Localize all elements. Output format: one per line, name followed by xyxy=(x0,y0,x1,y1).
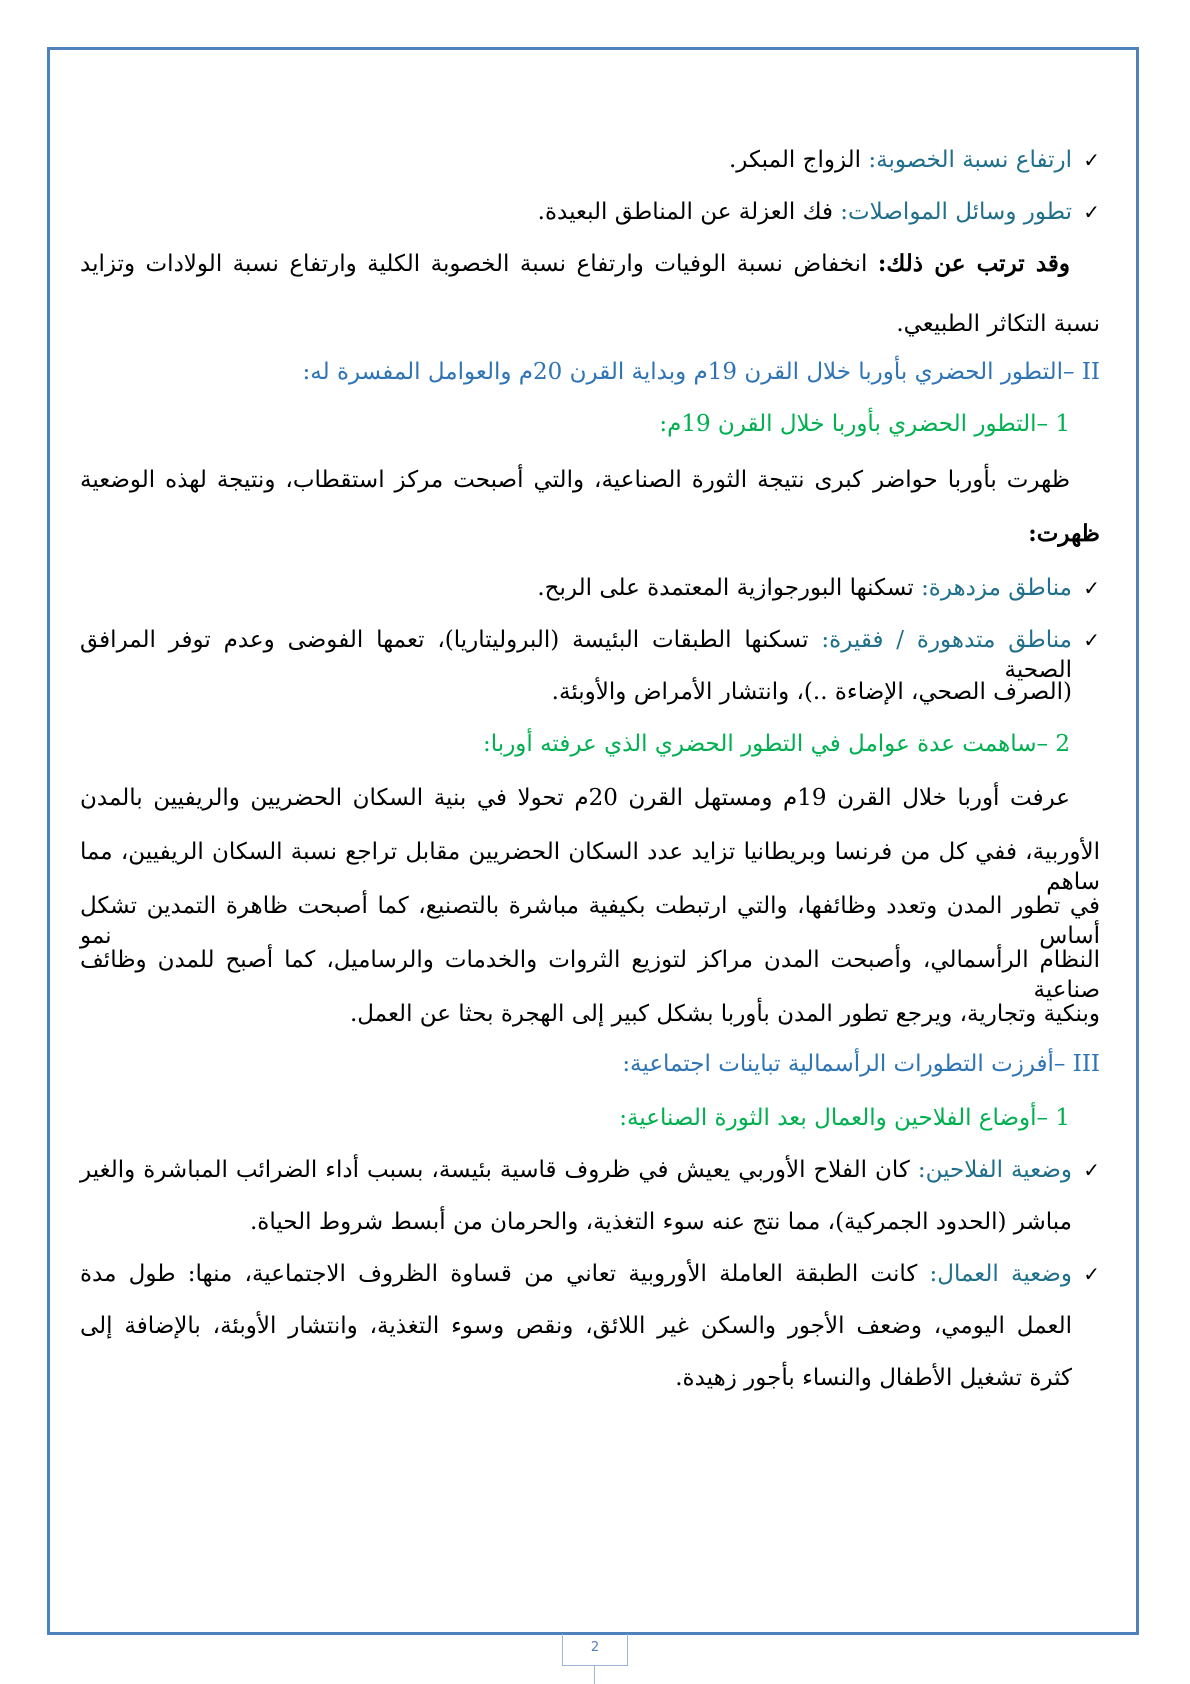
bullet-poor-areas-cont: (الصرف الصحي، الإضاءة ..)، وانتشار الأمراض والأوبئة. xyxy=(551,679,1072,705)
bullet-workers-cont-2: كثرة تشغيل الأطفال والنساء بأجور زهيدة. xyxy=(675,1365,1072,1391)
bullet-text: فك العزلة عن المناطق البعيدة. xyxy=(537,199,841,225)
section-heading-ii: II –التطور الحضري بأوربا خلال القرن 19م وبداية القرن 20م والعوامل المفسرة له: xyxy=(302,359,1100,385)
subheading-3: 1 –أوضاع الفلاحين والعمال بعد الثورة الصناعية: xyxy=(619,1105,1070,1131)
paragraph-result-line-1 xyxy=(80,249,1100,279)
check-icon: ✓ xyxy=(1083,200,1100,224)
page-number: 2 xyxy=(562,1634,628,1666)
subheading-2: 2 –ساهمت عدة عوامل في التطور الحضري الذي عرفته أوربا: xyxy=(483,731,1070,757)
bullet-text: كانت الطبقة العاملة الأوروبية تعاني من قساوة الظروف الاجتماعية، منها: طول مدة xyxy=(80,1261,930,1287)
bullet-text: تسكنها البورجوازية المعتمدة على الربح. xyxy=(537,575,922,601)
bullet-prosperous-areas xyxy=(537,573,1100,603)
bullet-transport xyxy=(538,197,1100,227)
check-icon: ✓ xyxy=(1083,1158,1100,1182)
check-icon: ✓ xyxy=(1083,576,1100,600)
bullet-label: ارتفاع نسبة الخصوبة: xyxy=(868,147,1072,173)
bullet-label: مناطق متدهورة / فقيرة: xyxy=(821,627,1073,653)
bullet-peasants-cont: مباشر (الحدود الجمركية)، مما نتج عنه سوء التغذية، والحرمان من أبسط شروط الحياة. xyxy=(249,1209,1072,1235)
bullet-workers-cont-1: العمل اليومي، وضعف الأجور والسكن غير اللائق، ونقص وسوء التغذية، وانتشار الأوبئة، بالإضافة إلى xyxy=(80,1313,1072,1339)
check-icon: ✓ xyxy=(1083,628,1100,652)
bullet-label: تطور وسائل المواصلات: xyxy=(840,199,1072,225)
bullet-text: الزواج المبكر. xyxy=(728,147,869,173)
check-icon: ✓ xyxy=(1083,1262,1100,1286)
bullet-poor-areas xyxy=(80,625,1100,685)
bullet-label: مناطق مزدهرة: xyxy=(921,575,1072,601)
bullet-text: تسكنها الطبقات البئيسة (البروليتاريا)، تعمها الفوضى وعدم توفر المرافق الصحية xyxy=(80,627,1072,683)
section-heading-iii: III –أفرزت التطورات الرأسمالية تباينات اجتماعية: xyxy=(622,1051,1100,1077)
bullet-workers xyxy=(80,1259,1100,1289)
bullet-peasants xyxy=(80,1155,1100,1185)
paragraph-text: انخفاض نسبة الوفيات وارتفاع نسبة الخصوبة الكلية وارتفاع نسبة الولادات وتزايد xyxy=(80,251,878,277)
check-icon: ✓ xyxy=(1083,148,1100,172)
paragraph-cities-line-2: ظهرت: xyxy=(1028,520,1100,547)
page-number-tick xyxy=(594,1666,595,1684)
paragraph-result-line-2: نسبة التكاثر الطبيعي. xyxy=(896,311,1100,337)
bullet-label: وضعية الفلاحين: xyxy=(917,1157,1072,1183)
bullet-fertility xyxy=(729,145,1100,175)
paragraph-factors-line-4: النظام الرأسمالي، وأصبحت المدن مراكز لتوزيع الثروات والخدمات والرساميل، كما أصبح للمدن وظائف صناعية xyxy=(80,947,1100,1003)
paragraph-label: وقد ترتب عن ذلك: xyxy=(877,250,1070,277)
paragraph-cities-line-1: ظهرت بأوربا حواضر كبرى نتيجة الثورة الصناعية، والتي أصبحت مركز استقطاب، ونتيجة لهذه الوضعية xyxy=(80,467,1070,493)
subheading-1: 1 –التطور الحضري بأوربا خلال القرن 19م: xyxy=(659,411,1070,437)
bullet-label: وضعية العمال: xyxy=(929,1261,1073,1287)
paragraph-factors-line-3: في تطور المدن وتعدد وظائفها، والتي ارتبطت بكيفية مباشرة بالتصنيع، كما أصبحت ظاهرة التمدين تشكل أساس نمو xyxy=(80,893,1100,949)
bullet-text: كان الفلاح الأوربي يعيش في ظروف قاسية بئيسة، بسبب أداء الضرائب المباشرة والغير xyxy=(80,1157,918,1183)
paragraph-factors-line-2: الأوربية، ففي كل من فرنسا وبريطانيا تزايد عدد السكان الحضريين مقابل تراجع نسبة السكان الريفيين، مما ساهم xyxy=(80,839,1100,895)
paragraph-factors-line-5: وبنكية وتجارية، ويرجع تطور المدن بأوربا بشكل كبير إلى الهجرة بحثا عن العمل. xyxy=(349,1001,1100,1027)
paragraph-factors-line-1: عرفت أوربا خلال القرن 19م ومستهل القرن 20م تحولا في بنية السكان الحضريين والريفيين بالمدن xyxy=(80,785,1070,811)
